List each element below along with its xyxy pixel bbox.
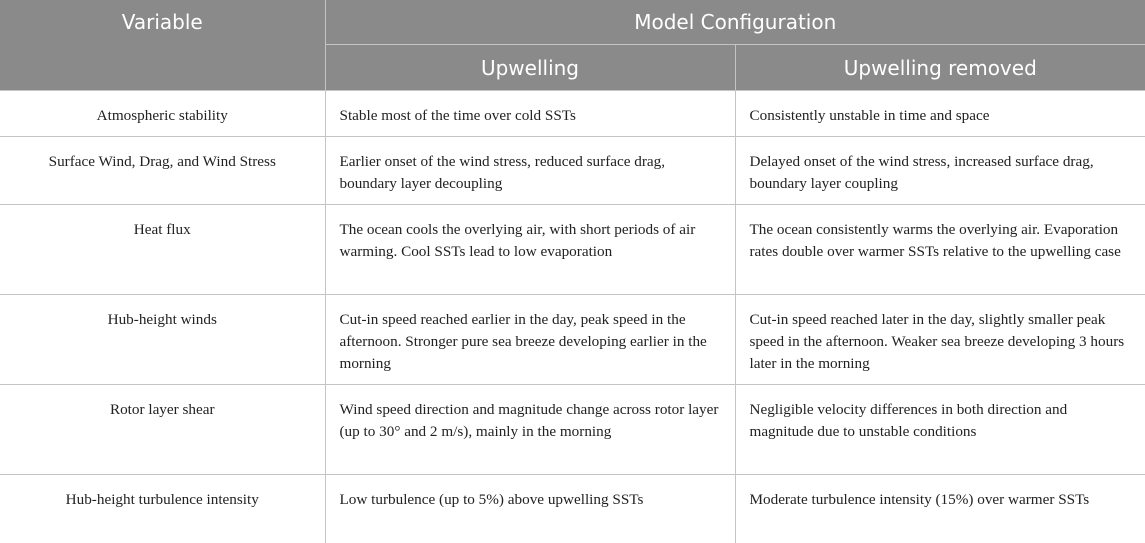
upwelling-cell: Low turbulence (up to 5%) above upwelling SSTs [325, 475, 735, 543]
upwelling-removed-cell: Delayed onset of the wind stress, increased surface drag, boundary layer coupling [735, 137, 1145, 205]
table-header [0, 0, 1145, 91]
variable-cell: Atmospheric stability [0, 91, 325, 137]
upwelling-removed-cell: Consistently unstable in time and space [735, 91, 1145, 137]
header-upwelling-removed: Upwelling removed [735, 45, 1145, 91]
header-variable: Variable [0, 0, 325, 91]
header-model-configuration: Model Configuration [325, 0, 1145, 45]
variable-cell: Rotor layer shear [0, 385, 325, 475]
table-row [0, 295, 1145, 385]
upwelling-removed-cell: Negligible velocity differences in both direction and magnitude due to unstable conditions [735, 385, 1145, 475]
table-row [0, 137, 1145, 205]
upwelling-cell: The ocean cools the overlying air, with short periods of air warming. Cool SSTs lead to low evaporation [325, 205, 735, 295]
variable-cell: Hub-height turbulence intensity [0, 475, 325, 543]
upwelling-cell: Cut-in speed reached earlier in the day, peak speed in the afternoon. Stronger pure sea breeze developing earlier in the morning [325, 295, 735, 385]
header-row-group [0, 0, 1145, 45]
table-body [0, 91, 1145, 543]
variable-cell: Surface Wind, Drag, and Wind Stress [0, 137, 325, 205]
table-row [0, 475, 1145, 543]
upwelling-removed-cell: Cut-in speed reached later in the day, slightly smaller peak speed in the afternoon. Weaker sea breeze developing 3 hours later in the morning [735, 295, 1145, 385]
upwelling-cell: Earlier onset of the wind stress, reduced surface drag, boundary layer decoupling [325, 137, 735, 205]
upwelling-cell: Wind speed direction and magnitude change across rotor layer (up to 30° and 2 m/s), mainly in the morning [325, 385, 735, 475]
table-row [0, 91, 1145, 137]
table-row [0, 205, 1145, 295]
upwelling-removed-cell: The ocean consistently warms the overlying air. Evaporation rates double over warmer SSTs relative to the upwelling case [735, 205, 1145, 295]
header-upwelling: Upwelling [325, 45, 735, 91]
upwelling-removed-cell: Moderate turbulence intensity (15%) over warmer SSTs [735, 475, 1145, 543]
table-row [0, 385, 1145, 475]
variable-cell: Heat flux [0, 205, 325, 295]
variable-cell: Hub-height winds [0, 295, 325, 385]
upwelling-cell: Stable most of the time over cold SSTs [325, 91, 735, 137]
